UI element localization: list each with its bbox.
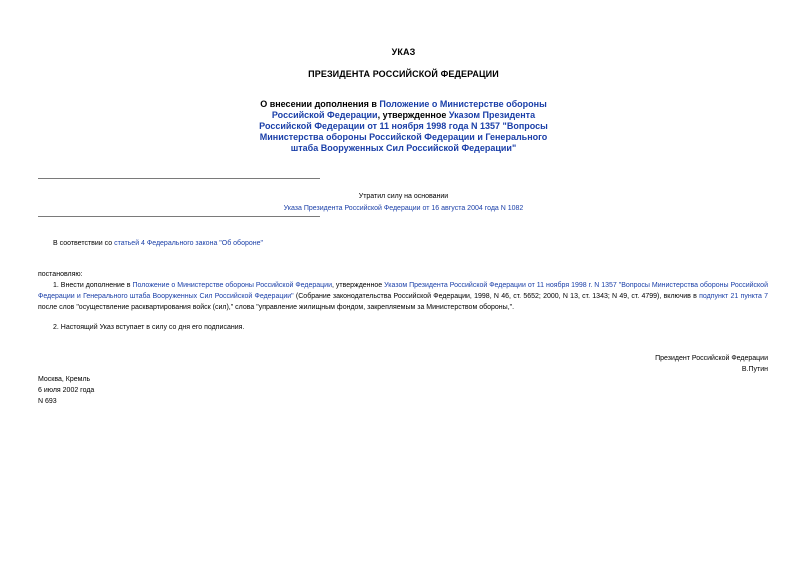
signature-block — [655, 353, 768, 375]
item-2: 2. Настоящий Указ вступает в силу со дня его подписания. — [53, 324, 245, 331]
item1-link-decree-1357[interactable]: Указом Президента Российской Федерации от 11 ноября 1998 г. N 1357 "Вопросы Министерства обороны Российской Федерации и Генерального штаба Вооруженных Сил Российской Федерации" — [38, 282, 768, 300]
decree-heading — [0, 99, 807, 154]
preamble — [53, 238, 753, 249]
item1-link-regulation[interactable]: Положение о Министерстве обороны Российской Федерации — [132, 282, 332, 289]
heading-prefix: О внесении дополнения в — [260, 99, 380, 109]
decree-number: N 693 — [38, 398, 57, 405]
item1-text-2: , утвержденное — [331, 282, 385, 289]
signing-place: Москва, Кремль — [38, 376, 91, 383]
signing-date: 6 июля 2002 года — [38, 387, 95, 394]
issuer-title: ПРЕЗИДЕНТА РОССИЙСКОЙ ФЕДЕРАЦИИ — [308, 69, 499, 79]
heading-link-regulation[interactable]: Положение о Министерстве обороны Российской Федерации — [271, 99, 547, 120]
heading-middle: , утвержденное — [377, 110, 449, 120]
divider-top — [38, 178, 320, 179]
item1-link-subparagraph[interactable]: подпункт 21 пункта 7 — [699, 293, 769, 300]
preamble-link-defense-law[interactable]: статьей 4 Федерального закона "Об обороне" — [114, 240, 263, 247]
status-note-link[interactable]: Указа Президента Российской Федерации от 16 августа 2004 года N 1082 — [283, 205, 524, 212]
signature-position: Президент Российской Федерации — [655, 355, 768, 362]
preamble-text: В соответствии со — [53, 240, 115, 247]
doc-type-title: УКАЗ — [391, 47, 416, 57]
place-date-block — [38, 374, 94, 407]
status-note-text: Утратил силу на основании — [358, 193, 449, 200]
item1-text-4: после слов "осуществление расквартирования войск (сил)," слова "управление жилищным фондом, закрепляемым за Министерством обороны,". — [38, 304, 515, 311]
decree-word: постановляю: — [38, 271, 83, 278]
item1-text-3: (Собрание законодательства Российской Федерации, 1998, N 46, ст. 5652; 2000, N 13, ст. 1343; N 49, ст. 4799), включив в — [293, 293, 700, 300]
divider-bottom — [38, 216, 320, 217]
signature-name: В.Путин — [741, 366, 768, 373]
item1-text-1: 1. Внести дополнение в — [53, 282, 133, 289]
item-1 — [38, 280, 768, 313]
status-note — [0, 192, 807, 213]
heading-link-decree-1357[interactable]: Указом Президента Российской Федерации от 11 ноября 1998 года N 1357 "Вопросы Министерства обороны Российской Федерации и Генерального штаба Вооруженных Сил Российской Федерации" — [259, 110, 548, 153]
